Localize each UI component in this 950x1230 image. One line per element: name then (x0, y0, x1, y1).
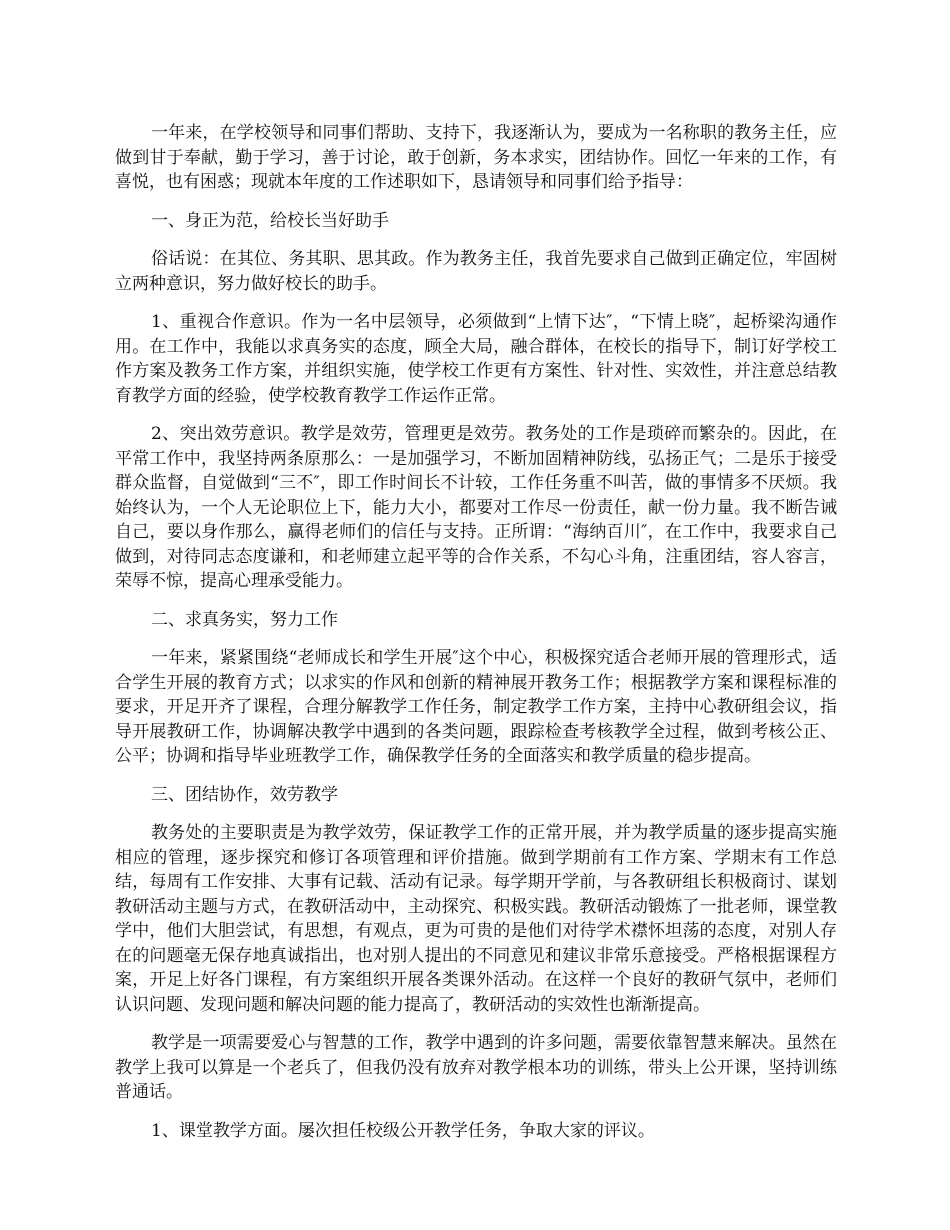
section-heading-3: 三、团结协作，效劳教学 (151, 784, 338, 805)
paragraph-teaching: 教学是一项需要爱心与智慧的工作，教学中遇到的许多问题，需要依靠智慧来解决。虽然在教学上我可以算是一个老兵了，但我仍没有放弃对教学根本功的训练，带头上公开课，坚持训练普通话。 (115, 1033, 837, 1102)
paragraph-section-3: 教务处的主要职责是为教学效劳，保证教学工作的正常开展，并为教学质量的逐步提高实施相应的管理，逐步探究和修订各项管理和评价措施。做到学期前有工作方案、学期末有工作总结，每周有工作安排、大事有记载、活动有记录。每学期开学前，与各教研组长积极商讨、谋划教研活动主题与方式，在教研活动中，主动探究、积极实践。教研活动锻炼了一批老师，课堂教学中，他们大胆尝试，有思想，有观点，更为可贵的是他们对待学术襟怀坦荡的态度，对别人存在的问题毫无保存地真诚指出，也对别人提出的不同意见和建议非常乐意接受。严格根据课程方案，开足上好各门课程，有方案组织开展各类课外活动。在这样一个良好的教研气氛中，老师们认识问题、发现问题和解决问题的能力提高了，教研活动的实效性也渐渐提高。 (115, 823, 837, 1015)
section-heading-2: 二、求真务实，努力工作 (151, 609, 338, 630)
paragraph-service: 2、突出效劳意识。教学是效劳，管理更是效劳。教务处的工作是琐碎而繁杂的。因此，在平常工作中，我坚持两条原那么：一是加强学习，不断加固精神防线，弘扬正气；二是乐于接受群众监督，自觉做到“三不″，即工作时间长不计较，工作任务重不叫苦，做的事情多不厌烦。我始终认为，一个人无论职位上下，能力大小，都要对工作尽一份责任，献一份力量。我不断告诫自己，要以身作那么，赢得老师们的信任与支持。正所谓：“海纳百川″，在工作中，我要求自己做到，对待同志态度谦和，和老师建立起平等的合作关系，不勾心斗角，注重团结，容人容言，荣辱不惊，提高心理承受能力。 (115, 424, 837, 591)
paragraph-classroom: 1、课堂教学方面。屡次担任校级公开教学任务，争取大家的评议。 (151, 1120, 655, 1141)
paragraph-section-2: 一年来，紧紧围绕“老师成长和学生开展″这个中心，积极探究适合老师开展的管理形式，适合学生开展的教育方式；以求实的作风和创新的精神展开教务工作；根据教学方案和课程标准的要求，开足开齐了课程，合理分解教学工作任务，制定教学工作方案，主持中心教研组会议，指导开展教研工作，协调解决教学中遇到的各类问题，跟踪检查考核教学全过程，做到考核公正、公平；协调和指导毕业班教学工作，确保教学任务的全面落实和教学质量的稳步提高。 (115, 648, 837, 766)
section-heading-1: 一、身正为范，给校长当好助手 (151, 210, 389, 231)
paragraph-section-1-intro: 俗话说：在其位、务其职、思其政。作为教务主任，我首先要求自己做到正确定位，牢固树立两种意识，努力做好校长的助手。 (115, 249, 837, 294)
paragraph-intro: 一年来，在学校领导和同事们帮助、支持下，我逐渐认为，要成为一名称职的教务主任，应做到甘于奉献，勤于学习，善于讨论，敢于创新，务本求实，团结协作。回忆一年来的工作，有喜悦，也有困惑；现就本年度的工作述职如下，恳请领导和同事们给予指导： (115, 123, 837, 192)
document-body (115, 121, 837, 1157)
paragraph-cooperation: 1、重视合作意识。作为一名中层领导，必须做到“上情下达″，“下情上晓″，起桥梁沟通作用。在工作中，我能以求真务实的态度，顾全大局，融合群体，在校长的指导下，制订好学校工作方案及教务工作方案，并组织实施，使学校工作更有方案性、针对性、实效性，并注意总结教育教学方面的经验，使学校教育教学工作运作正常。 (115, 312, 837, 406)
